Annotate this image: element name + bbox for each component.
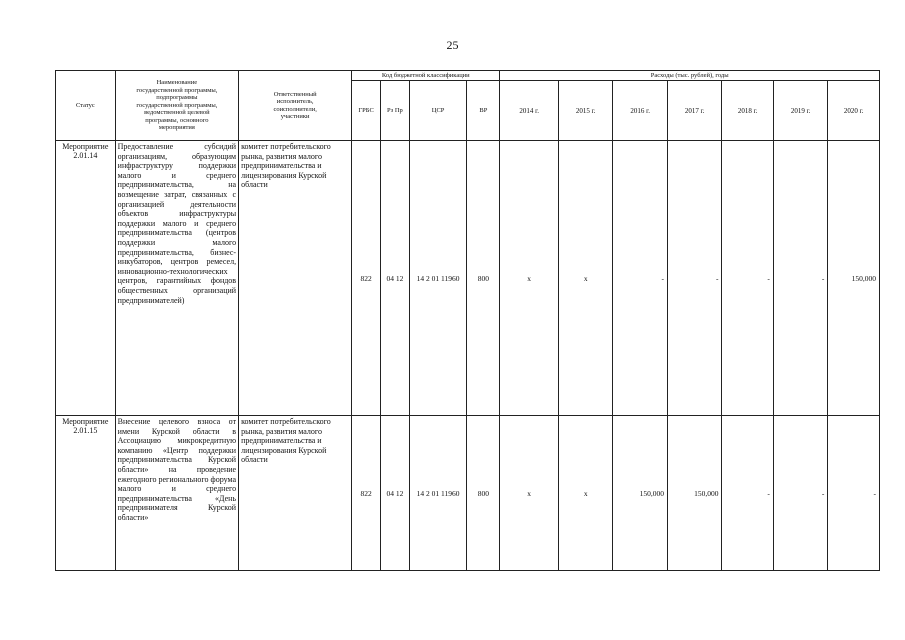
row-value-2015: x: [558, 141, 613, 416]
row-responsible: комитет потребительского рынка, развития малого предпринимательства и лицензирования Курской области: [239, 141, 352, 416]
header-grbs: ГРБС: [352, 81, 381, 141]
row-csr: 14 2 01 11960: [409, 416, 467, 571]
page-number: 25: [446, 38, 459, 52]
table-row: [56, 416, 880, 571]
table-row: [56, 141, 880, 416]
row-value-2017: 150,000: [667, 416, 722, 571]
header-year-2017: 2017 г.: [667, 81, 722, 141]
row-responsible: комитет потребительского рынка, развития малого предпринимательства и лицензирования Курской области: [239, 416, 352, 571]
row-value-2015: x: [558, 416, 613, 571]
header-responsible: Ответственный исполнитель, соисполнители, участники: [239, 71, 352, 141]
row-value-2019: -: [773, 141, 828, 416]
header-name: Наименование государственной программы, подпрограммы государственной программы, ведомственной целевой программы, основного мероприятия: [115, 71, 238, 141]
header-budget-code-group: Код бюджетной классификации: [352, 71, 500, 81]
row-name: Предоставление субсидий организациям, образующим инфраструктуру поддержки малого и среднего предпринимательства, на возмещение затрат, связанных с организацией деятельности объектов инфраструктуры поддержки малого и среднего предпринимательства (центров поддержки малого предпринимательства, бизнес-инкубаторов, центров ремесел, инновационно-технологических центров, гарантийных фондов общественных организаций предпринимателей): [115, 141, 238, 416]
row-value-2016: 150,000: [613, 416, 668, 571]
row-value-2020: -: [828, 416, 880, 571]
budget-table: [55, 70, 880, 571]
row-csr: 14 2 01 11960: [409, 141, 467, 416]
row-value-2014: x: [500, 416, 559, 571]
row-value-2014: x: [500, 141, 559, 416]
row-vr: 800: [467, 416, 500, 571]
header-csr: ЦСР: [409, 81, 467, 141]
row-value-2020: 150,000: [828, 141, 880, 416]
header-year-2018: 2018 г.: [722, 81, 773, 141]
row-name: Внесение целевого взноса от имени Курской области в Ассоциацию микрокредитную компанию «Центр поддержки предпринимательства Курской области» на проведение ежегодного регионального форума малого и среднего предпринимательства «День предпринимателя Курской области»: [115, 416, 238, 571]
row-vr: 800: [467, 141, 500, 416]
row-status: Мероприятие 2.01.15: [56, 416, 116, 571]
header-vr: ВР: [467, 81, 500, 141]
header-year-2016: 2016 г.: [613, 81, 668, 141]
row-value-2018: -: [722, 416, 773, 571]
row-rzpr: 04 12: [381, 141, 410, 416]
header-year-2014: 2014 г.: [500, 81, 559, 141]
row-value-2017: -: [667, 141, 722, 416]
header-year-2015: 2015 г.: [558, 81, 613, 141]
row-value-2016: -: [613, 141, 668, 416]
header-expenses-group: Расходы (тыс. рублей), годы: [500, 71, 880, 81]
row-grbs: 822: [352, 416, 381, 571]
row-rzpr: 04 12: [381, 416, 410, 571]
header-status: Статус: [56, 71, 116, 141]
row-grbs: 822: [352, 141, 381, 416]
header-year-2020: 2020 г.: [828, 81, 880, 141]
header-rzpr: Рз Пр: [381, 81, 410, 141]
row-value-2019: -: [773, 416, 828, 571]
row-status: Мероприятие 2.01.14: [56, 141, 116, 416]
row-value-2018: -: [722, 141, 773, 416]
header-year-2019: 2019 г.: [773, 81, 828, 141]
